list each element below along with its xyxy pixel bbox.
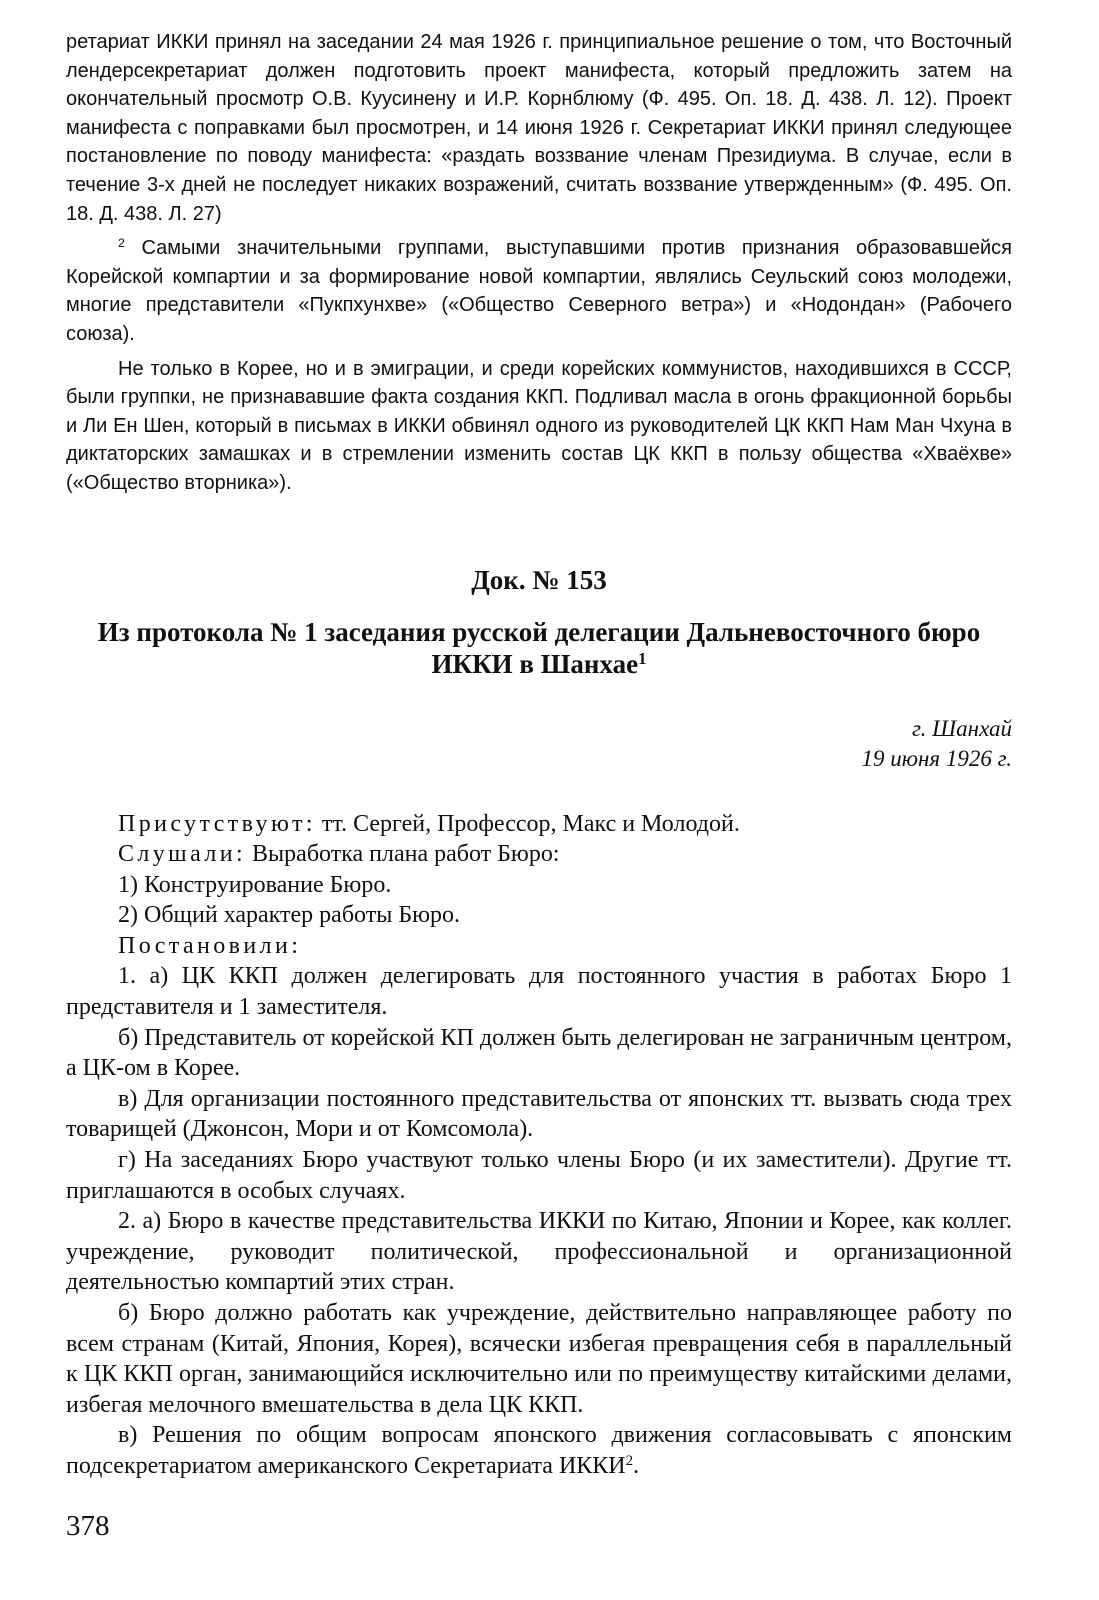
present-line: [66, 809, 1012, 840]
endnote-2-continuation: Не только в Корее, но и в эмиграции, и среди корейских коммунистов, находившихся в СССР, были группки, не признававшие факта создания ККП. Подливал масла в огонь фракционной борьбы и Ли Ен Шен, который в письмах в ИККИ обвинял одного из руководителей ЦК ККП Нам Ман Чхуна в диктаторских замашках и в стремлении изменить состав ЦК ККП в пользу общества «Хваёхве» («Общество вторника»).: [66, 357, 1012, 494]
resolved-line: [66, 931, 1012, 962]
page: [66, 28, 1012, 1482]
page-number: 378: [66, 1510, 110, 1542]
dateline: [66, 714, 1012, 774]
agenda-item-2: 2) Общий характер работы Бюро.: [118, 902, 461, 929]
endnote-2-marker: 2: [118, 236, 125, 251]
document-number: Док. № 153: [471, 564, 607, 595]
resolution-1v: в) Для организации постоянного представительства от японских тт. вызвать сюда трех товарищей (Джонсон, Мори и от Комсомола).: [66, 1085, 1012, 1143]
heard-label: Слушали:: [118, 841, 247, 868]
protocol-body: [66, 809, 1012, 1482]
resolution-2b: б) Бюро должно работать как учреждение, действительно направляющее работу по всем странам (Китай, Япония, Корея), всячески избегая превращения себя в параллельный к ЦК ККП орган, занимающийся исключительно или по преимуществу китайскими делами, избегая мелочного вмешательства в дела ЦК ККП.: [66, 1300, 1012, 1418]
endnote-1-continuation: ретариат ИККИ принял на заседании 24 мая 1926 г. принципиальное решение о том, что Восточный лендерсекретариат должен подготовить проект манифеста, который предложить затем на окончательный просмотр О.В. Куусинену и И.Р. Корнблюму (Ф. 495. Оп. 18. Д. 438. Л. 12). Проект манифеста с поправками был просмотрен, и 14 июня 1926 г. Секретариат ИККИ принял следующее постановление по поводу манифеста: «раздать воззвание членам Президиума. В случае, если в течение 3-х дней не последует никаких возражений, считать воззвание утвержденным» (Ф. 495. Оп. 18. Д. 438. Л. 27): [66, 31, 1012, 225]
resolution-1a: 1. а) ЦК ККП должен делегировать для постоянного участия в работах Бюро 1 представителя и 1 заместителя.: [66, 963, 1012, 1021]
resolution-2v-footnote-marker: 2: [625, 1452, 634, 1469]
resolution-1g: г) На заседаниях Бюро участвуют только члены Бюро (и их заместители). Другие тт. приглашаются в особых случаях.: [66, 1147, 1012, 1204]
title-footnote-marker: 1: [638, 648, 647, 668]
document-title: [66, 616, 1012, 680]
resolution-2v-end: .: [633, 1452, 640, 1479]
document-place: г. Шанхай: [912, 715, 1012, 741]
heard-line: [66, 839, 1012, 870]
endnotes: [66, 28, 1012, 498]
resolution-2a: 2. а) Бюро в качестве представительства ИККИ по Китаю, Японии и Корее, как коллег. учреждение, руководит политической, профессиональной и организационной деятельностью компартий этих стран.: [66, 1208, 1012, 1296]
present-text: тт. Сергей, Профессор, Макс и Молодой.: [315, 810, 740, 837]
resolution-1b: б) Представитель от корейской КП должен быть делегирован не заграничным центром, а ЦК-ом в Корее.: [66, 1024, 1012, 1082]
resolution-2v: [66, 1420, 1012, 1481]
agenda-item-1: 1) Конструирование Бюро.: [118, 871, 392, 898]
endnote-2-text: Самыми значительными группами, выступавшими против признания образовавшейся Корейской компартии и за формирование новой компартии, являлись Сеульский союз молодежи, многие представители «Пукпхунхве» («Общество Северного ветра») и «Нодондан» (Рабочего союза).: [66, 237, 1012, 345]
present-label: Присутствуют:: [118, 810, 316, 837]
document-title-text: Из протокола № 1 заседания русской делегации Дальневосточного бюро ИККИ в Шанхае: [97, 616, 981, 679]
resolution-2v-text: в) Решения по общим вопросам японского движения согласовывать с японским подсекретариатом американского Секретариата ИККИ: [66, 1422, 1012, 1479]
heard-text: Выработка плана работ Бюро:: [246, 841, 560, 868]
resolved-label: Постановили:: [118, 932, 302, 959]
endnote-2: [66, 234, 1012, 348]
document-date: 19 июня 1926 г.: [861, 745, 1012, 771]
